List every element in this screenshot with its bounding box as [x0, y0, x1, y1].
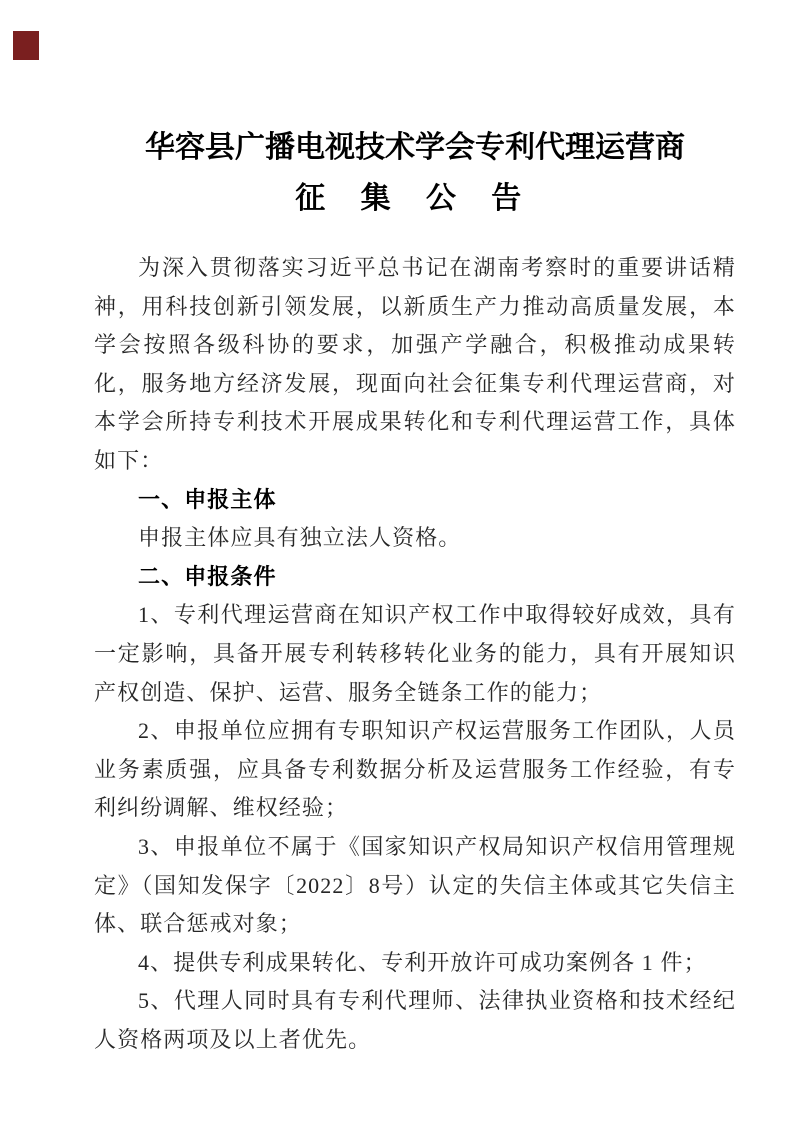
- section-heading: 一、申报主体: [138, 486, 277, 512]
- paragraph: 申报主体应具有独立法人资格。: [138, 525, 462, 551]
- section-heading: 二、申报条件: [138, 563, 277, 589]
- paragraph: 2、申报单位应拥有专职知识产权运营服务工作团队，人员业务素质强，应具备专利数据分析及运营服务工作经验，有专利纠纷调解、维权经验；: [94, 718, 736, 821]
- document-title-line-1: 华容县广播电视技术学会专利代理运营商: [145, 131, 685, 164]
- paragraph: 5、代理人同时具有专利代理师、法律执业资格和技术经纪人资格两项及以上者优先。: [94, 988, 736, 1052]
- corner-mark: [13, 31, 39, 60]
- paragraph: 3、申报单位不属于《国家知识产权局知识产权信用管理规定》（国知发保字〔2022〕8号）认定的失信主体或其它失信主体、联合惩戒对象；: [94, 833, 736, 937]
- document-title: [94, 122, 736, 224]
- paragraph: 1、专利代理运营商在知识产权工作中取得较好成效，具有一定影响，具备开展专利转移转化业务的能力，具有开展知识产权创造、保护、运营、服务全链条工作的能力；: [94, 602, 736, 705]
- paragraph: 4、提供专利成果转化、专利开放许可成功案例各 1 件；: [138, 949, 707, 975]
- document-title-line-2: 征 集 公 告: [295, 182, 535, 215]
- paragraph: 为深入贯彻落实习近平总书记在湖南考察时的重要讲话精神，用科技创新引领发展，以新质生产力推动高质量发展，本学会按照各级科协的要求，加强产学融合，积极推动成果转化，服务地方经济发展，现面向社会征集专利代理运营商，对本学会所持专利技术开展成果转化和专利代理运营工作，具体如下：: [94, 255, 736, 473]
- document-body: [94, 249, 736, 1059]
